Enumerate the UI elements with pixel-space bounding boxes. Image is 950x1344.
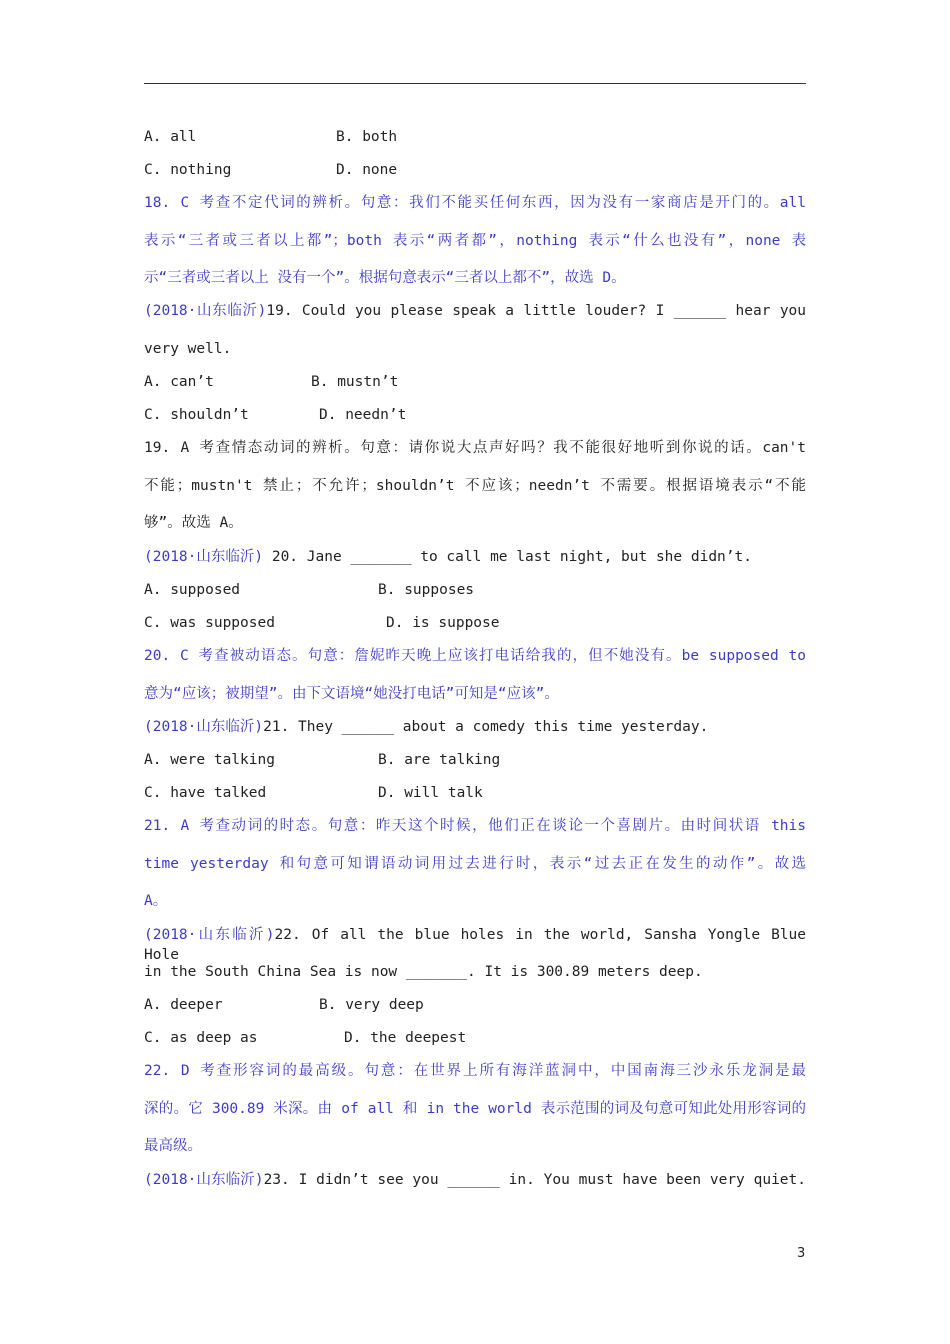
q22-stem-line-2: in the South China Sea is now _______. It is 300.89 meters deep. <box>144 964 703 980</box>
q22-option-b: B. very deep <box>319 997 424 1013</box>
q17-option-d: D. none <box>336 162 398 178</box>
q17-option-a: A. all <box>144 129 197 145</box>
q21-option-c: C. have talked <box>144 785 267 801</box>
q22-stem-line-1 <box>144 925 806 965</box>
q17-option-c: C. nothing <box>144 162 232 178</box>
q20-option-a: A. supposed <box>144 582 241 598</box>
q21-option-a: A. were talking <box>144 752 275 768</box>
q23-stem-line <box>144 1170 806 1190</box>
header-rule <box>144 83 806 84</box>
q21-option-d: D. will talk <box>378 785 483 801</box>
q21-answer-line-1: 21. A 考查动词的时态。句意：昨天这个时候，他们正在谈论一个喜剧片。由时间状语 this <box>144 818 806 834</box>
q19-source: (2018·山东临沂) <box>144 303 267 319</box>
q19-option-b: B. mustn’t <box>311 374 399 390</box>
q22-option-a: A. deeper <box>144 997 223 1013</box>
q19-stem: 19. Could you please speak a little louder? I ______ hear you <box>266 303 807 319</box>
q22-source: (2018·山东临沂) <box>144 927 275 943</box>
q21-option-b: B. are talking <box>378 752 501 768</box>
q21-stem: 21. They ______ about a comedy this time yesterday. <box>263 719 709 735</box>
q20-answer-line-2: 意为“应该；被期望”。由下文语境“她没打电话”可知是“应该”。 <box>144 686 559 702</box>
q22-stem: 22. Of all the blue holes in the world, Sansha Yongle Blue Hole <box>144 927 807 963</box>
q19-answer-line-1: 19. A 考查情态动词的辨析。句意：请你说大点声好吗？我不能很好地听到你说的话。can't <box>144 440 806 456</box>
q22-option-d: D. the deepest <box>344 1030 467 1046</box>
q22-answer-line-3: 最高级。 <box>144 1138 202 1154</box>
q19-option-c: C. shouldn’t <box>144 407 249 423</box>
q18-answer-line-1: 18. C 考查不定代词的辨析。句意：我们不能买任何东西，因为没有一家商店是开门的。all <box>144 195 806 211</box>
q19-option-d: D. needn’t <box>319 407 407 423</box>
q20-stem: 20. Jane _______ to call me last night, but she didn’t. <box>263 549 752 565</box>
q19-stem-line-1 <box>144 301 806 321</box>
q20-option-b: B. supposes <box>378 582 475 598</box>
q23-source: (2018·山东临沂) <box>144 1172 264 1188</box>
q17-option-b: B. both <box>336 129 398 145</box>
q19-option-a: A. can’t <box>144 374 214 390</box>
q19-stem-line-2: very well. <box>144 341 232 357</box>
q20-option-c: C. was supposed <box>144 615 275 631</box>
q22-answer-line-2: 深的。它 300.89 米深。由 of all 和 in the world 表示范围的词及句意可知此处用形容词的 <box>144 1101 806 1117</box>
q22-answer-line-1: 22. D 考查形容词的最高级。句意：在世界上所有海洋蓝洞中，中国南海三沙永乐龙洞是最 <box>144 1063 806 1079</box>
q20-answer-line-1: 20. C 考查被动语态。句意：詹妮昨天晚上应该打电话给我的，但不她没有。be supposed to <box>144 648 806 664</box>
page-number: 3 <box>797 1246 806 1261</box>
q21-answer-line-3: A。 <box>144 893 168 909</box>
q20-option-d: D. is suppose <box>386 615 500 631</box>
q19-answer-line-3: 够”。故选 A。 <box>144 515 243 531</box>
q21-source: (2018·山东临沂) <box>144 719 264 735</box>
q21-answer-line-2: time yesterday 和句意可知谓语动词用过去进行时，表示“过去正在发生的动作”。故选 <box>144 856 806 872</box>
q21-stem-line <box>144 717 806 737</box>
q19-answer-line-2: 不能；mustn't 禁止；不允许；shouldn’t 不应该；needn’t 不需要。根据语境表示“不能 <box>144 478 806 494</box>
q18-answer-line-3: 示“三者或三者以上 没有一个”。根据句意表示“三者以上都不”，故选 D。 <box>144 270 626 286</box>
q20-stem-line <box>144 547 806 567</box>
q23-stem: 23. I didn’t see you ______ in. You must have been very quiet. <box>263 1172 806 1188</box>
q20-source: (2018·山东临沂) <box>144 549 264 565</box>
q18-answer-line-2: 表示“三者或三者以上都”；both 表示“两者都”，nothing 表示“什么也没有”，none 表 <box>144 233 806 249</box>
q22-option-c: C. as deep as <box>144 1030 258 1046</box>
